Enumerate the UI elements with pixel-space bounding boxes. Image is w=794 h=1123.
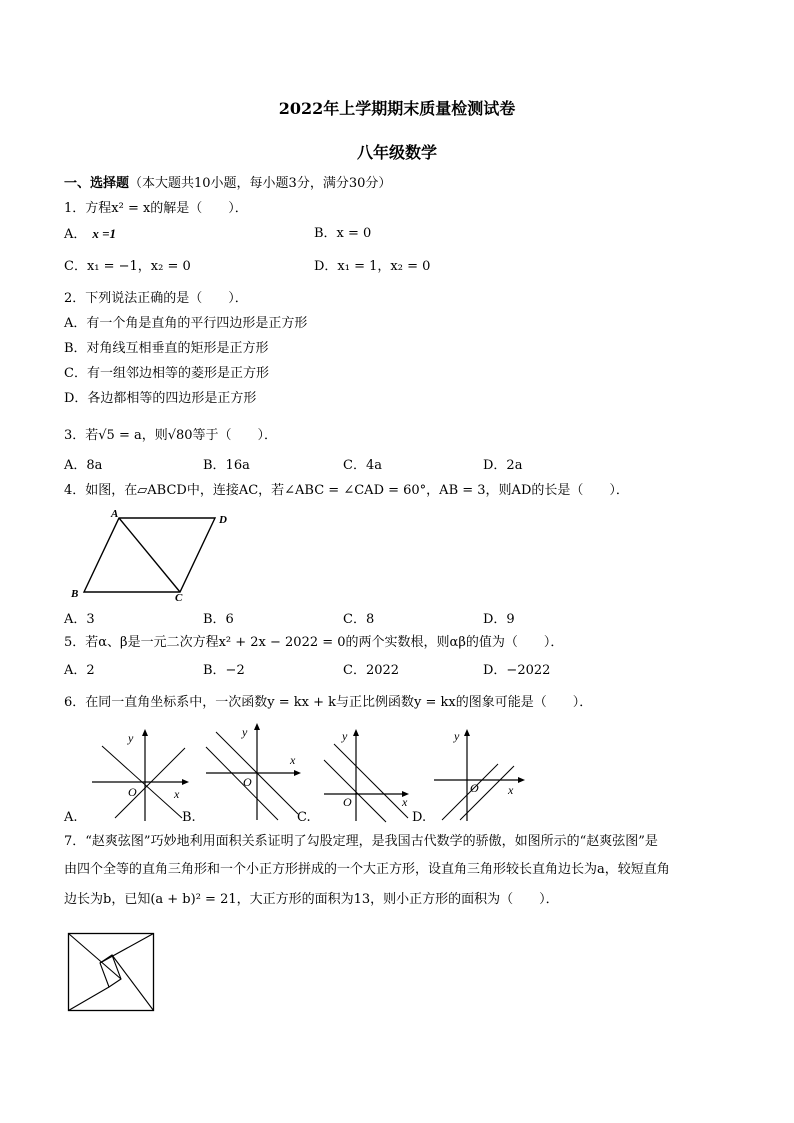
question-7-line-2: 由四个全等的直角三角形和一个小正方形拼成的一个大正方形，设直角三角形较长直角边长为a，较短直角 bbox=[64, 862, 670, 877]
x-label: x bbox=[290, 753, 296, 767]
question-2-option-b: B．对角线互相垂直的矩形是正方形 bbox=[64, 341, 269, 356]
y-label: y bbox=[242, 725, 248, 739]
question-2-option-c: C．有一组邻边相等的菱形是正方形 bbox=[64, 366, 269, 381]
line-kx-plus-k bbox=[115, 748, 185, 818]
question-2-stem: 2．下列说法正确的是（ ）． bbox=[64, 291, 248, 306]
parallelogram-figure bbox=[60, 505, 240, 605]
x-axis-arrow bbox=[518, 777, 525, 783]
question-5-option-d: D．−2022 bbox=[483, 663, 551, 678]
question-7-line-3: 边长为b，已知(a + b)² = 21，大正方形的面积为13，则小正方形的面积为（ ）． bbox=[64, 892, 559, 907]
question-2-option-a: A．有一个角是直角的平行四边形是正方形 bbox=[64, 316, 308, 331]
question-5-option-c: C．2022 bbox=[343, 663, 400, 678]
question-3-option-b: B．16a bbox=[203, 458, 250, 473]
question-1-option-b: B．x = 0 bbox=[314, 226, 372, 241]
question-6-stem: 6．在同一直角坐标系中，一次函数y = kx + k与正比例函数y = kx的图象可能是（ ）． bbox=[64, 695, 593, 710]
vertex-d-label: D bbox=[219, 514, 227, 526]
question-4-stem: 4．如图，在▱ABCD中，连接AC，若∠ABC = ∠CAD = 60°，AB = 3，则AD的长是（ ）． bbox=[64, 483, 629, 498]
question-5-option-a: A．2 bbox=[64, 663, 95, 678]
small-square bbox=[100, 955, 121, 987]
question-1-option-c: C．x₁ = −1，x₂ = 0 bbox=[64, 259, 191, 274]
question-4-option-c: C．8 bbox=[343, 612, 375, 627]
vertex-c-label: C bbox=[175, 592, 183, 604]
graph-b bbox=[206, 722, 306, 822]
question-1-option-d: D．x₁ = 1，x₂ = 0 bbox=[314, 259, 431, 274]
question-6-option-a: A. bbox=[64, 810, 78, 825]
triangle-edge-4 bbox=[69, 987, 110, 1011]
question-6-option-b: B. bbox=[182, 810, 196, 825]
line-kx-plus-k bbox=[460, 766, 514, 820]
question-6-option-c: C. bbox=[297, 810, 311, 825]
graph-d bbox=[432, 728, 532, 823]
y-axis-arrow bbox=[464, 729, 470, 736]
triangle-edge-3 bbox=[112, 955, 154, 1011]
section-heading bbox=[64, 176, 391, 192]
origin-label: O bbox=[343, 795, 352, 809]
y-label: y bbox=[342, 729, 348, 743]
question-1-stem: 1．方程x² = x的解是（ ）． bbox=[64, 201, 248, 216]
option-a-value: x =1 bbox=[92, 226, 117, 241]
triangle-edge-2 bbox=[100, 934, 154, 964]
question-5-option-b: B．−2 bbox=[203, 663, 245, 678]
page-subtitle: 八年级数学 bbox=[356, 143, 437, 162]
section-title: 一、选择题 bbox=[64, 176, 130, 191]
question-4-option-b: B．6 bbox=[203, 612, 234, 627]
question-4-option-a: A．3 bbox=[64, 612, 95, 627]
question-3-stem: 3．若√5 = a，则√80等于（ ）． bbox=[64, 428, 278, 443]
line-kx bbox=[324, 760, 386, 822]
question-3-option-c: C．4a bbox=[343, 458, 382, 473]
page-title: 2022年上学期期末质量检测试卷 bbox=[278, 99, 516, 118]
question-3-option-a: A．8a bbox=[64, 458, 103, 473]
question-1-option-a bbox=[64, 226, 116, 243]
graph-a bbox=[90, 728, 190, 823]
vertex-a-label: A bbox=[111, 508, 119, 520]
question-3-option-d: D．2a bbox=[483, 458, 523, 473]
x-label: x bbox=[508, 783, 514, 797]
section-note: （本大题共10小题，每小题3分，满分30分） bbox=[129, 176, 392, 191]
origin-label: O bbox=[470, 781, 479, 795]
y-label: y bbox=[454, 729, 460, 743]
question-7-line-1: 7．“赵爽弦图”巧妙地利用面积关系证明了勾股定理，是我国古代数学的骄傲，如图所示的“赵爽弦图”是 bbox=[64, 834, 658, 849]
x-axis-arrow bbox=[182, 779, 189, 785]
graph-c bbox=[322, 728, 422, 823]
y-axis-arrow bbox=[142, 729, 148, 736]
vertex-b-label: B bbox=[71, 588, 79, 600]
diagonal-ac bbox=[119, 518, 180, 592]
x-axis-arrow bbox=[294, 770, 301, 776]
question-6-option-d: D. bbox=[412, 810, 427, 825]
question-4-option-d: D．9 bbox=[483, 612, 515, 627]
option-a-letter: A． bbox=[64, 227, 87, 242]
zhaoshuang-diagram bbox=[68, 933, 154, 1011]
question-5-stem: 5．若α、β是一元二次方程x² + 2x − 2022 = 0的两个实数根，则αβ的值为（ ）． bbox=[64, 635, 564, 650]
y-axis-arrow bbox=[353, 729, 359, 736]
x-label: x bbox=[174, 787, 180, 801]
x-label: x bbox=[402, 795, 408, 809]
y-axis-arrow bbox=[254, 723, 260, 730]
origin-label: O bbox=[128, 785, 137, 799]
origin-label: O bbox=[243, 775, 252, 789]
question-2-option-d: D．各边都相等的四边形是正方形 bbox=[64, 391, 257, 406]
y-label: y bbox=[128, 731, 134, 745]
